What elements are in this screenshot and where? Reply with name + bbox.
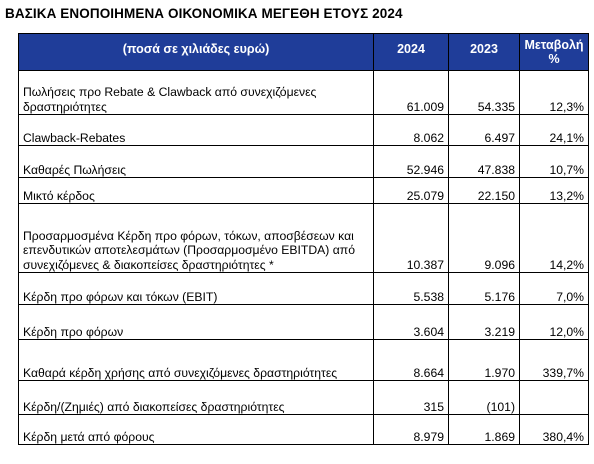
cell-2024: 10.387 (374, 204, 449, 273)
cell-2023: 47.838 (449, 146, 520, 178)
header-change-label: Μεταβολή (524, 38, 584, 52)
row-label: Πωλήσεις προ Rebate & Clawback από συνεχιζόμενες δραστηριότητες (19, 71, 374, 115)
header-year-2023: 2023 (449, 34, 520, 71)
cell-2023: 22.150 (449, 178, 520, 204)
cell-2024: 52.946 (374, 146, 449, 178)
cell-2024: 8.062 (374, 115, 449, 146)
header-description: (ποσά σε χιλιάδες ευρώ) (19, 34, 374, 71)
header-year-2024: 2024 (374, 34, 449, 71)
cell-2023: 3.219 (449, 305, 520, 340)
table-row (19, 71, 589, 115)
cell-change: 24,1% (520, 115, 589, 146)
row-label: Clawback-Rebates (19, 115, 374, 146)
row-label: Μικτό κέρδος (19, 178, 374, 204)
cell-2024: 3.604 (374, 305, 449, 340)
cell-2024: 8.664 (374, 340, 449, 381)
cell-change: 339,7% (520, 340, 589, 381)
table-row (19, 146, 589, 178)
cell-2023: 54.335 (449, 71, 520, 115)
cell-2024: 25.079 (374, 178, 449, 204)
row-label: Κέρδη προ φόρων (19, 305, 374, 340)
cell-2024: 8.979 (374, 415, 449, 445)
row-label: Προσαρμοσμένα Κέρδη προ φόρων, τόκων, αποσβέσεων και επενδυτικών αποτελεσμάτων (Προσαρμοσμένο EBITDA) από συνεχιζόμενες & διακοπείσες δραστηριότητες * (19, 204, 374, 273)
header-change-unit: % (548, 52, 560, 66)
cell-change (520, 381, 589, 415)
table-row (19, 415, 589, 445)
table-row (19, 340, 589, 381)
header-change (520, 34, 589, 71)
table-row (19, 178, 589, 204)
cell-2024: 315 (374, 381, 449, 415)
table-row (19, 273, 589, 305)
table-row (19, 305, 589, 340)
cell-change: 12,0% (520, 305, 589, 340)
cell-2023: 6.497 (449, 115, 520, 146)
cell-2024: 5.538 (374, 273, 449, 305)
row-label: Κέρδη προ φόρων και τόκων (EBIT) (19, 273, 374, 305)
cell-change: 380,4% (520, 415, 589, 445)
cell-2023: 1.869 (449, 415, 520, 445)
table-row (19, 381, 589, 415)
row-label: Κέρδη/(Ζημιές) από διακοπείσες δραστηριότητες (19, 381, 374, 415)
row-label: Καθαρές Πωλήσεις (19, 146, 374, 178)
row-label: Κέρδη μετά από φόρους (19, 415, 374, 445)
table-header-row (19, 34, 589, 71)
table-row (19, 115, 589, 146)
cell-2023: 5.176 (449, 273, 520, 305)
cell-2024: 61.009 (374, 71, 449, 115)
cell-change: 13,2% (520, 178, 589, 204)
cell-2023: 1.970 (449, 340, 520, 381)
cell-change: 14,2% (520, 204, 589, 273)
cell-2023: 9.096 (449, 204, 520, 273)
cell-change: 7,0% (520, 273, 589, 305)
row-label: Καθαρά κέρδη χρήσης από συνεχιζόμενες δραστηριότητες (19, 340, 374, 381)
cell-2023: (101) (449, 381, 520, 415)
table-row (19, 204, 589, 273)
financial-table (18, 33, 589, 445)
page-title: ΒΑΣΙΚΑ ΕΝΟΠΟΙΗΜΕΝΑ ΟΙΚΟΝΟΜΙΚΑ ΜΕΓΕΘΗ ΕΤΟΥΣ 2024 (5, 6, 403, 21)
cell-change: 10,7% (520, 146, 589, 178)
cell-change: 12,3% (520, 71, 589, 115)
